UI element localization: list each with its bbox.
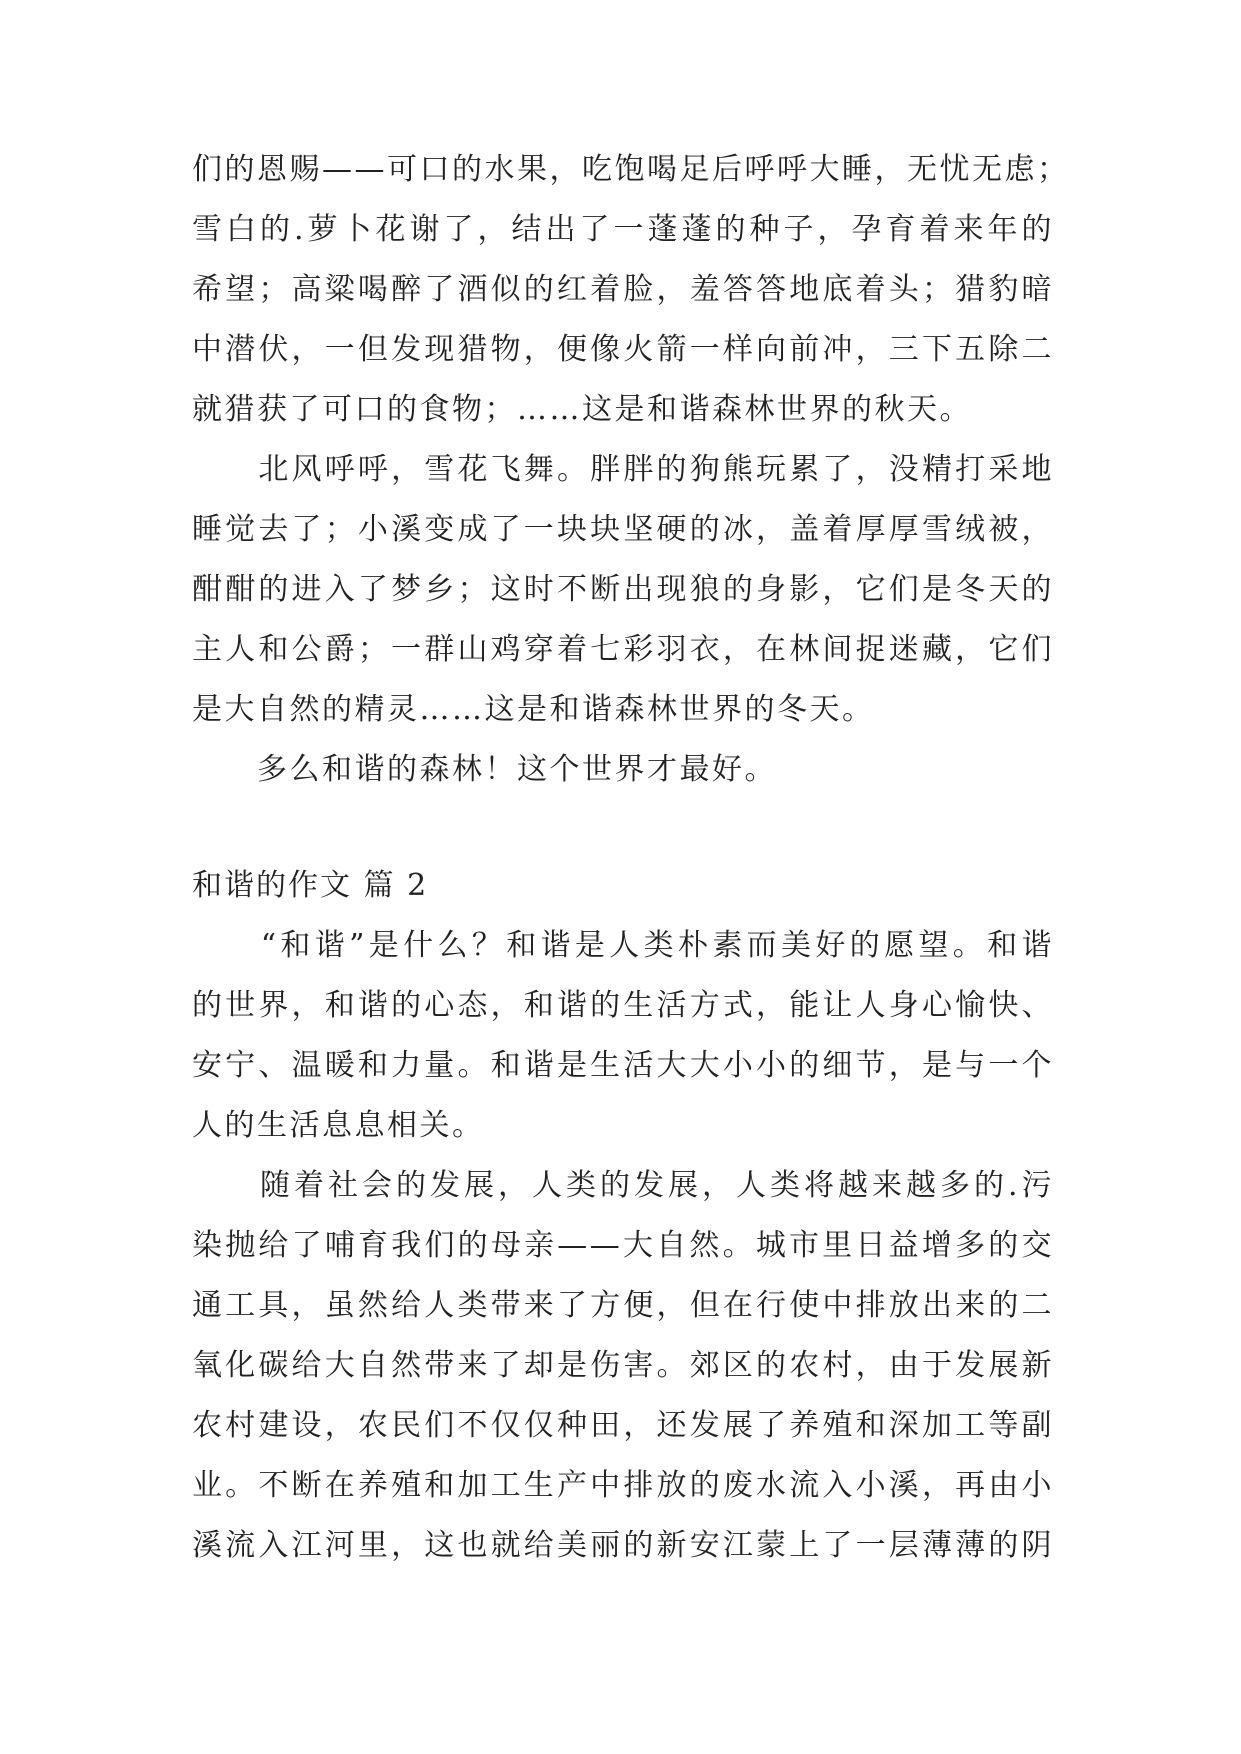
text-line: 安宁、温暖和力量。和谐是生活大大小小的细节，是与一个 xyxy=(192,1048,1054,1083)
text-line: 是大自然的精灵……这是和谐森林世界的冬天。 xyxy=(192,692,875,727)
text-line: 雪白的.萝卜花谢了，结出了一蓬蓬的种子，孕育着来年的 xyxy=(192,212,1054,247)
paragraph-autumn xyxy=(192,152,1070,452)
text-line: 溪流入江河里，这也就给美丽的新安江蒙上了一层薄薄的阴 xyxy=(192,1528,1054,1563)
text-line: “和谐”是什么？和谐是人类朴素而美好的愿望。和谐 xyxy=(192,928,1054,963)
text-line: 北风呼呼，雪花飞舞。胖胖的狗熊玩累了，没精打采地 xyxy=(192,452,1054,487)
paragraph-winter xyxy=(192,452,1054,752)
text-line: 希望；高粱喝醉了酒似的红着脸，羞答答地底着头；猎豹暗 xyxy=(192,272,1054,307)
text-line: 的世界，和谐的心态，和谐的生活方式，能让人身心愉快、 xyxy=(192,988,1054,1023)
text-line: 人的生活息息相关。 xyxy=(192,1108,485,1143)
text-line: 多么和谐的森林！这个世界才最好。 xyxy=(192,752,777,787)
text-line: 们的恩赐——可口的水果，吃饱喝足后呼呼大睡，无忧无虑； xyxy=(192,152,1070,187)
text-line: 随着社会的发展，人类的发展，人类将越来越多的.污 xyxy=(192,1168,1054,1203)
text-line: 睡觉去了；小溪变成了一块块坚硬的冰，盖着厚厚雪绒被， xyxy=(192,512,1054,547)
text-line: 就猎获了可口的食物；……这是和谐森林世界的秋天。 xyxy=(192,392,972,427)
text-line: 业。不断在养殖和加工生产中排放的废水流入小溪，再由小 xyxy=(192,1468,1054,1503)
text-line: 氧化碳给大自然带来了却是伤害。郊区的农村，由于发展新 xyxy=(192,1348,1054,1383)
section-heading: 和谐的作文 篇 2 xyxy=(192,868,429,903)
text-line: 染抛给了哺育我们的母亲——大自然。城市里日益增多的交 xyxy=(192,1228,1054,1263)
paragraph-conclusion xyxy=(192,752,1054,788)
text-line: 主人和公爵；一群山鸡穿着七彩羽衣，在林间捉迷藏，它们 xyxy=(192,632,1054,667)
paragraph-what-is-harmony xyxy=(192,928,1054,1168)
text-line: 通工具，虽然给人类带来了方便，但在行使中排放出来的二 xyxy=(192,1288,1054,1323)
text-line: 农村建设，农民们不仅仅种田，还发展了养殖和深加工等副 xyxy=(192,1408,1054,1443)
text-line: 酣酣的进入了梦乡；这时不断出现狼的身影，它们是冬天的 xyxy=(192,572,1054,607)
text-line: 中潜伏，一但发现猎物，便像火箭一样向前冲，三下五除二 xyxy=(192,332,1054,367)
document-page xyxy=(192,152,1070,1564)
paragraph-pollution xyxy=(192,1168,1054,1564)
